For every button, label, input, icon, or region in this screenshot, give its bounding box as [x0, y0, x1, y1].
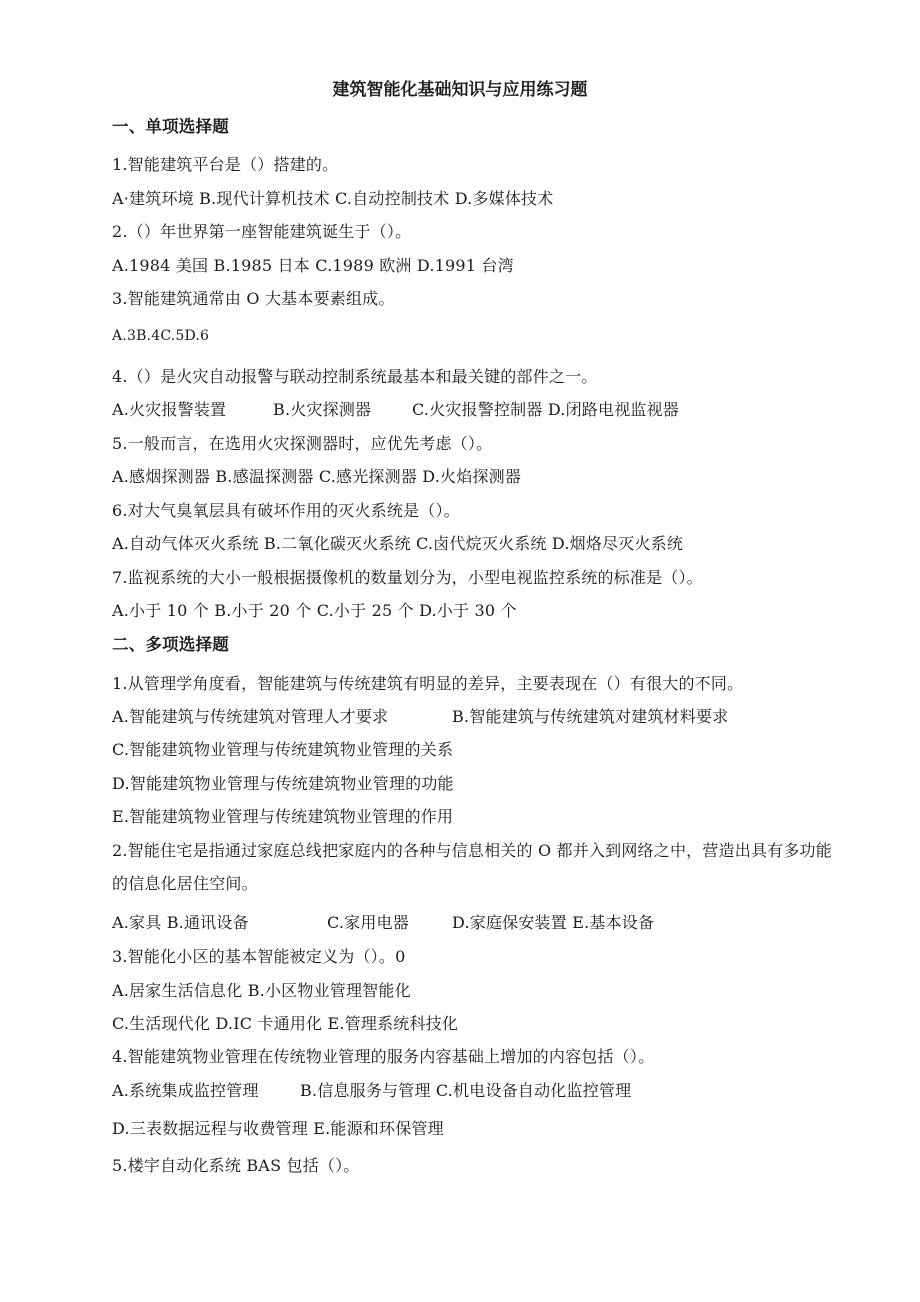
question-text: 5.一般而言，在选用火灾探测器时，应优先考虑（）。 — [112, 434, 493, 453]
question-text: 2.智能住宅是指通过家庭总线把家庭内的各种与信息相关的 O 都并入到网络之中，营造出具有多功能的信息化居住空间。 — [112, 841, 832, 893]
question-option: A.智能建筑与传统建筑对管理人才要求 — [112, 707, 389, 726]
question-option: D.家庭保安装置 E.基本设备 — [452, 913, 655, 932]
question-text: 7.监视系统的大小一般根据摄像机的数量划分为，小型电视监控系统的标准是（）。 — [112, 568, 703, 587]
question-text: 4.（）是火灾自动报警与联动控制系统最基本和最关键的部件之一。 — [112, 367, 598, 386]
section-heading-multiple-choice: 二、多项选择题 — [112, 635, 229, 654]
question-options: A.自动气体灭火系统 B.二氧化碳灭火系统 C.卤代烷灭火系统 D.烟烙尽灭火系统 — [112, 534, 684, 553]
question-text: 3.智能建筑通常由 O 大基本要素组成。 — [112, 289, 395, 308]
question-option: A.家具 B.通讯设备 — [112, 913, 249, 932]
question-options: A.小于 10 个 B.小于 20 个 C.小于 25 个 D.小于 30 个 — [112, 601, 517, 620]
question-options: A.3B.4C.5D.6 — [112, 328, 210, 344]
question-option: C.生活现代化 D.IC 卡通用化 E.管理系统科技化 — [112, 1014, 459, 1033]
question-options: A.1984 美国 B.1985 日本 C.1989 欧洲 D.1991 台湾 — [112, 256, 514, 275]
question-text: 6.对大气臭氧层具有破坏作用的灭火系统是（）。 — [112, 501, 460, 520]
question-option: C.家用电器 — [327, 913, 409, 932]
question-text: 5.楼宇自动化系统 BAS 包括（）。 — [112, 1156, 360, 1175]
question-options: A·建筑环境 B.现代计算机技术 C.自动控制技术 D.多媒体技术 — [112, 189, 554, 208]
question-option: A.居家生活信息化 B.小区物业管理智能化 — [112, 981, 411, 1000]
question-options: A.感烟探测器 B.感温探测器 C.感光探测器 D.火焰探测器 — [112, 467, 522, 486]
question-option: B.信息服务与管理 C.机电设备自动化监控管理 — [300, 1081, 632, 1100]
question-option: C.火灾报警控制器 D.闭路电视监视器 — [412, 400, 679, 419]
question-option: D.三表数据远程与收费管理 E.能源和环保管理 — [112, 1119, 444, 1138]
section-heading-single-choice: 一、单项选择题 — [112, 117, 229, 136]
question-option: C.智能建筑物业管理与传统建筑物业管理的关系 — [112, 740, 454, 759]
question-option: B.智能建筑与传统建筑对建筑材料要求 — [452, 707, 729, 726]
question-text: 1.智能建筑平台是（）搭建的。 — [112, 155, 339, 174]
question-text: 4.智能建筑物业管理在传统物业管理的服务内容基础上增加的内容包括（）。 — [112, 1047, 655, 1066]
question-text: 3.智能化小区的基本智能被定义为（）。0 — [112, 947, 406, 966]
question-option: B.火灾探测器 — [273, 400, 372, 419]
document-title: 建筑智能化基础知识与应用练习题 — [332, 80, 588, 100]
question-option: E.智能建筑物业管理与传统建筑物业管理的作用 — [112, 807, 454, 826]
question-text: 1.从管理学角度看，智能建筑与传统建筑有明显的差异，主要表现在（）有很大的不同。 — [112, 674, 744, 693]
question-option: A.火灾报警装置 — [112, 400, 227, 419]
question-option: D.智能建筑物业管理与传统建筑物业管理的功能 — [112, 774, 454, 793]
question-text: 2.（）年世界第一座智能建筑诞生于（）。 — [112, 222, 412, 241]
question-option: A.系统集成监控管理 — [112, 1081, 259, 1100]
